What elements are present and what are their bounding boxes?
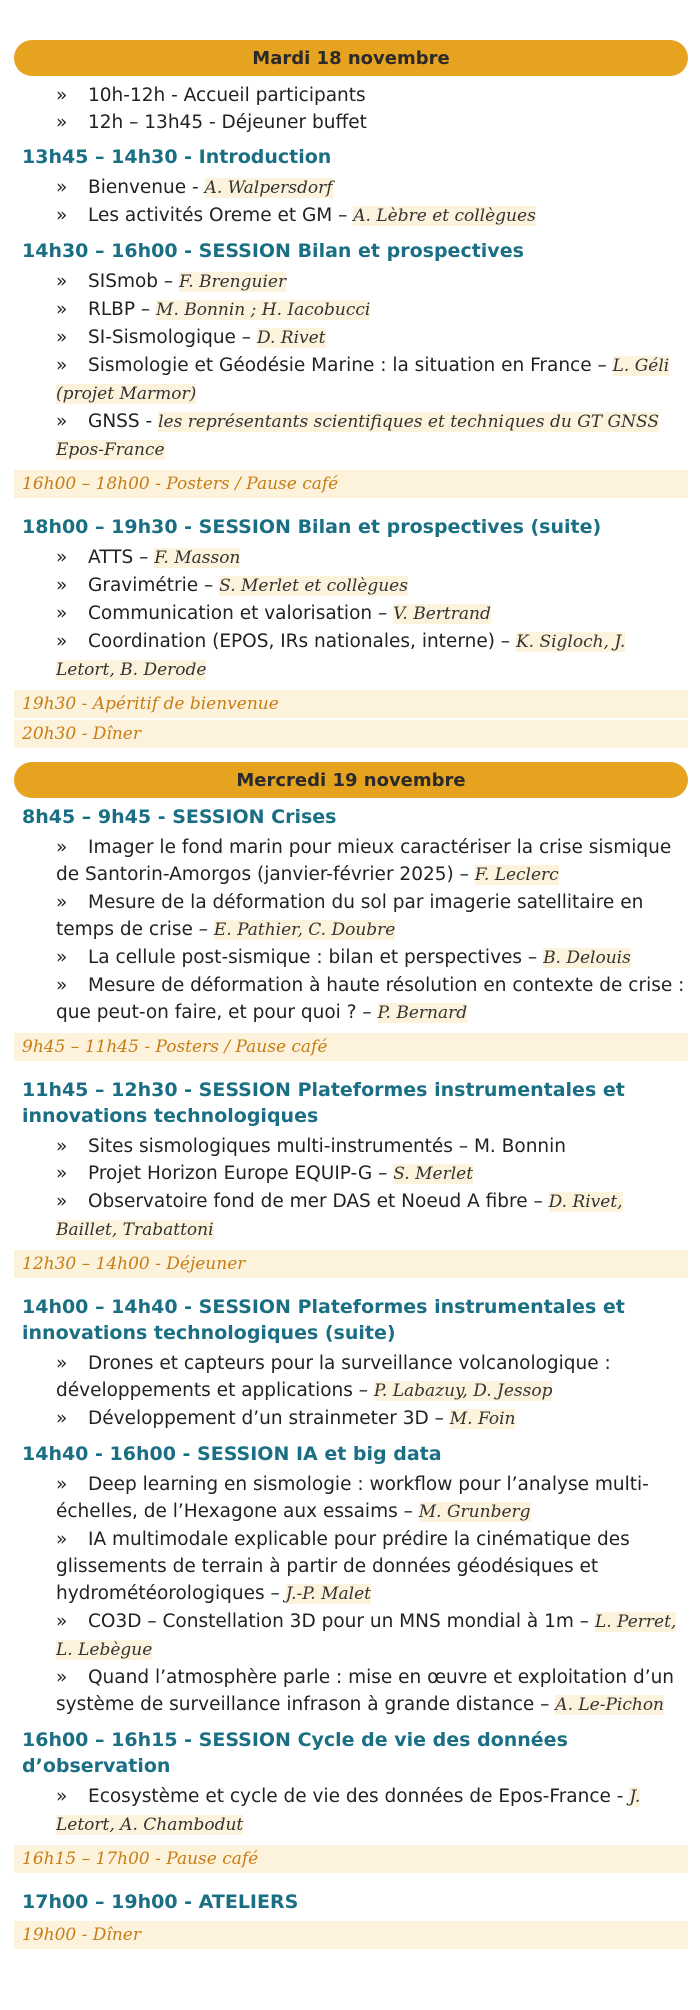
list-item <box>14 324 688 352</box>
speaker-name: P. Labazuy, D. Jessop <box>373 1381 553 1401</box>
bullet-icon: » <box>56 1191 68 1212</box>
list-item <box>14 202 688 230</box>
bullet-icon: » <box>56 355 68 376</box>
list-item <box>14 1608 688 1664</box>
speaker-name: A. Lèbre et collègues <box>353 206 536 226</box>
session-title: 8h45 – 9h45 - SESSION Crises <box>22 806 337 828</box>
session-title: 17h00 – 19h00 - ATELIERS <box>22 1891 299 1913</box>
break-row: 19h30 - Apéritif de bienvenue <box>14 690 688 718</box>
list-item <box>14 944 688 972</box>
list-item <box>14 1350 688 1405</box>
list-item <box>14 628 688 684</box>
item-text: Quand l’atmosphère parle : mise en œuvre et exploitation d’un système de surveillance infrason à grande distance – <box>56 1667 675 1715</box>
list-item <box>14 408 688 464</box>
break-row: 9h45 – 11h45 - Posters / Pause café <box>14 1033 688 1061</box>
item-text: Deep learning en sismologie : workflow pour l’analyse multi-échelles, de l’Hexagone aux essaims – <box>56 1474 649 1522</box>
break-row: 12h30 – 14h00 - Déjeuner <box>14 1250 688 1278</box>
speaker-name: M. Foin <box>449 1409 516 1429</box>
list-item <box>14 1471 688 1526</box>
bullet-icon: » <box>56 837 68 858</box>
item-text: Mesure de la déformation du sol par imagerie satellitaire en temps de crise – <box>56 892 644 940</box>
day-header: Mardi 18 novembre <box>14 40 688 76</box>
item-text: Bienvenue - <box>88 177 205 198</box>
item-text: SI-Sismologique – <box>88 327 257 348</box>
item-text: Ecosystème et cycle de vie des données de Epos-France - <box>88 1786 630 1807</box>
item-text: Sites sismologiques multi-instrumentés – M. Bonnin <box>88 1136 567 1157</box>
break-row: 20h30 - Dîner <box>14 720 688 748</box>
bullet-icon: » <box>56 112 68 133</box>
item-text: CO3D – Constellation 3D pour un MNS mondial à 1m – <box>88 1611 595 1632</box>
bullet-icon: » <box>56 327 68 348</box>
bullet-icon: » <box>56 603 68 624</box>
speaker-name: S. Merlet <box>393 1164 474 1184</box>
speaker-name: les représentants scientifiques et techniques du GT GNSS Epos-France <box>56 412 659 460</box>
item-text: 12h – 13h45 - Déjeuner buffet <box>88 112 367 133</box>
list-item <box>14 889 688 944</box>
speaker-name: V. Bertrand <box>393 604 491 624</box>
session-title: 11h45 – 12h30 - SESSION Plateformes instrumentales et innovations technologiques <box>22 1079 625 1127</box>
item-text: Mesure de déformation à haute résolution en contexte de crise : que peut-on faire, et pour quoi ? – <box>56 975 685 1023</box>
bullet-icon: » <box>56 1786 68 1807</box>
item-text: Drones et capteurs pour la surveillance volcanologique : développements et applications – <box>56 1353 611 1401</box>
speaker-name: A. Walpersdorf <box>204 178 333 198</box>
list-item <box>14 82 688 109</box>
bullet-icon: » <box>56 1529 68 1550</box>
bullet-icon: » <box>56 1474 68 1495</box>
speaker-name: D. Rivet, Baillet, Trabattoni <box>56 1192 623 1240</box>
speaker-name: F. Brenguier <box>179 272 287 292</box>
list-item <box>14 834 688 889</box>
item-text: Coordination (EPOS, IRs nationales, interne) – <box>88 631 516 652</box>
bullet-icon: » <box>56 947 68 968</box>
speaker-name: F. Masson <box>154 548 241 568</box>
item-text: SISmob – <box>88 271 180 292</box>
speaker-name: D. Rivet <box>256 328 326 348</box>
list-item <box>14 174 688 202</box>
session-title: 16h00 – 16h15 - SESSION Cycle de vie des données d’observation <box>22 1729 568 1777</box>
speaker-name: B. Delouis <box>543 948 631 968</box>
bullet-icon: » <box>56 299 68 320</box>
list-item <box>14 109 688 136</box>
list-item <box>14 352 688 408</box>
item-text: ATTS – <box>88 547 155 568</box>
item-text: La cellule post-sismique : bilan et perspectives – <box>88 947 544 968</box>
item-text: Communication et valorisation – <box>88 603 394 624</box>
item-text: Projet Horizon Europe EQUIP-G – <box>88 1163 394 1184</box>
item-text: Imager le fond marin pour mieux caractériser la crise sismique de Santorin-Amorgos (janvier-février 2025) – <box>56 837 672 885</box>
speaker-name: E. Pathier, C. Doubre <box>213 920 396 940</box>
list-item <box>14 1160 688 1188</box>
item-text: 10h-12h - Accueil participants <box>88 85 366 106</box>
item-text: GNSS - <box>88 411 159 432</box>
bullet-icon: » <box>56 1136 68 1157</box>
speaker-name: K. Sigloch, J. Letort, B. Derode <box>56 632 626 680</box>
speaker-name: L. Perret, L. Lebègue <box>56 1612 677 1660</box>
bullet-icon: » <box>56 1163 68 1184</box>
list-item <box>14 1526 688 1608</box>
list-item <box>14 296 688 324</box>
day-header: Mercredi 19 novembre <box>14 762 688 798</box>
speaker-name: S. Merlet et collègues <box>219 576 408 596</box>
session-title: 13h45 – 14h30 - Introduction <box>22 146 332 168</box>
list-item <box>14 544 688 572</box>
bullet-icon: » <box>56 1408 68 1429</box>
item-text: IA multimodale explicable pour prédire la cinématique des glissements de terrain à partir de données géodésiques et hydrométéorologiques – <box>56 1529 630 1604</box>
item-text: Observatoire fond de mer DAS et Noeud A fibre – <box>88 1191 549 1212</box>
speaker-name: J. Letort, A. Chambodut <box>56 1787 641 1835</box>
speaker-name: L. Géli (projet Marmor) <box>56 356 670 404</box>
list-item <box>14 1133 688 1160</box>
speaker-name: A. Le-Pichon <box>555 1695 665 1715</box>
item-text: RLBP – <box>88 299 157 320</box>
bullet-icon: » <box>56 547 68 568</box>
list-item <box>14 1188 688 1244</box>
list-item <box>14 600 688 628</box>
list-item <box>14 1664 688 1719</box>
bullet-icon: » <box>56 892 68 913</box>
bullet-icon: » <box>56 85 68 106</box>
bullet-icon: » <box>56 177 68 198</box>
bullet-icon: » <box>56 205 68 226</box>
bullet-icon: » <box>56 271 68 292</box>
break-row: 16h00 – 18h00 - Posters / Pause café <box>14 470 688 498</box>
speaker-name: P. Bernard <box>377 1003 468 1023</box>
session-title: 18h00 – 19h30 - SESSION Bilan et prospectives (suite) <box>22 516 602 538</box>
bullet-icon: » <box>56 1667 68 1688</box>
speaker-name: M. Grunberg <box>418 1502 531 1522</box>
session-title: 14h00 – 14h40 - SESSION Plateformes instrumentales et innovations technologiques (suite) <box>22 1296 625 1344</box>
item-text: Développement d’un strainmeter 3D – <box>88 1408 450 1429</box>
list-item <box>14 1783 688 1839</box>
list-item <box>14 1405 688 1433</box>
bullet-icon: » <box>56 411 68 432</box>
session-title: 14h30 – 16h00 - SESSION Bilan et prospectives <box>22 240 524 262</box>
list-item <box>14 268 688 296</box>
item-text: Sismologie et Géodésie Marine : la situation en France – <box>88 355 613 376</box>
bullet-icon: » <box>56 975 68 996</box>
break-row: 16h15 – 17h00 - Pause café <box>14 1845 688 1873</box>
session-title: 14h40 - 16h00 - SESSION IA et big data <box>22 1443 442 1465</box>
item-text: Gravimétrie – <box>88 575 220 596</box>
break-row: 19h00 - Dîner <box>14 1921 688 1949</box>
bullet-icon: » <box>56 631 68 652</box>
item-text: Les activités Oreme et GM – <box>88 205 354 226</box>
speaker-name: F. Leclerc <box>474 865 559 885</box>
speaker-name: J.-P. Malet <box>285 1584 371 1604</box>
list-item <box>14 972 688 1027</box>
bullet-icon: » <box>56 1353 68 1374</box>
list-item <box>14 572 688 600</box>
bullet-icon: » <box>56 1611 68 1632</box>
speaker-name: M. Bonnin ; H. Iacobucci <box>156 300 371 320</box>
bullet-icon: » <box>56 575 68 596</box>
